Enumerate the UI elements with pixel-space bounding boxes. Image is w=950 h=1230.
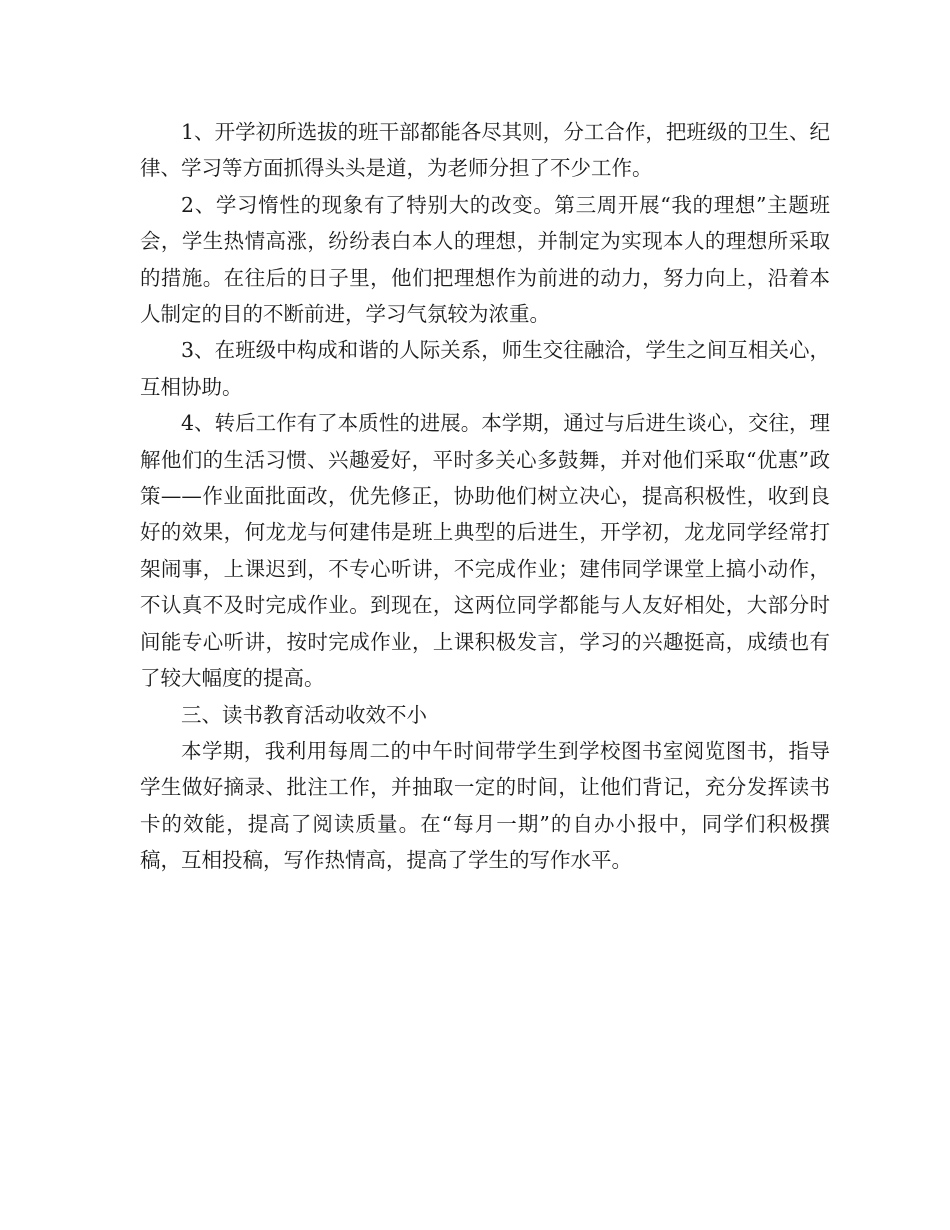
paragraph-item-5: 本学期，我利用每周二的中午时间带学生到学校图书室阅览图书，指导学生做好摘录、批注工作，并抽取一定的时间，让他们背记，充分发挥读书卡的效能，提高了阅读质量。在“每月一期”的自办小报中，同学们积极撰稿，互相投稿，写作热情高，提高了学生的写作水平。 <box>140 738 830 873</box>
section-heading: 三、读书教育活动收效不小 <box>181 702 427 727</box>
paragraph-item-3: 3、在班级中构成和谐的人际关系，师生交往融洽，学生之间互相关心，互相协助。 <box>140 338 830 399</box>
paragraph-item-1: 1、开学初所选拔的班干部都能各尽其则，分工合作，把班级的卫生、纪律、学习等方面抓得头头是道，为老师分担了不少工作。 <box>140 120 830 181</box>
document-body <box>140 114 830 879</box>
paragraph-item-2: 2、学习惰性的现象有了特别大的改变。第三周开展“我的理想”主题班会，学生热情高涨，纷纷表白本人的理想，并制定为实现本人的理想所采取的措施。在往后的日子里，他们把理想作为前进的动力，努力向上，沿着本人制定的目的不断前进，学习气氛较为浓重。 <box>140 192 830 327</box>
paragraph-item-4: 4、转后工作有了本质性的进展。本学期，通过与后进生谈心，交往，理解他们的生活习惯、兴趣爱好，平时多关心多鼓舞，并对他们采取“优惠”政策——作业面批面改，优先修正，协助他们树立决心，提高积极性，收到良好的效果，何龙龙与何建伟是班上典型的后进生，开学初，龙龙同学经常打架闹事，上课迟到，不专心听讲，不完成作业；建伟同学课堂上搞小动作，不认真不及时完成作业。到现在，这两位同学都能与人友好相处，大部分时间能专心听讲，按时完成作业，上课积极发言，学习的兴趣挺高，成绩也有了较大幅度的提高。 <box>140 411 830 691</box>
